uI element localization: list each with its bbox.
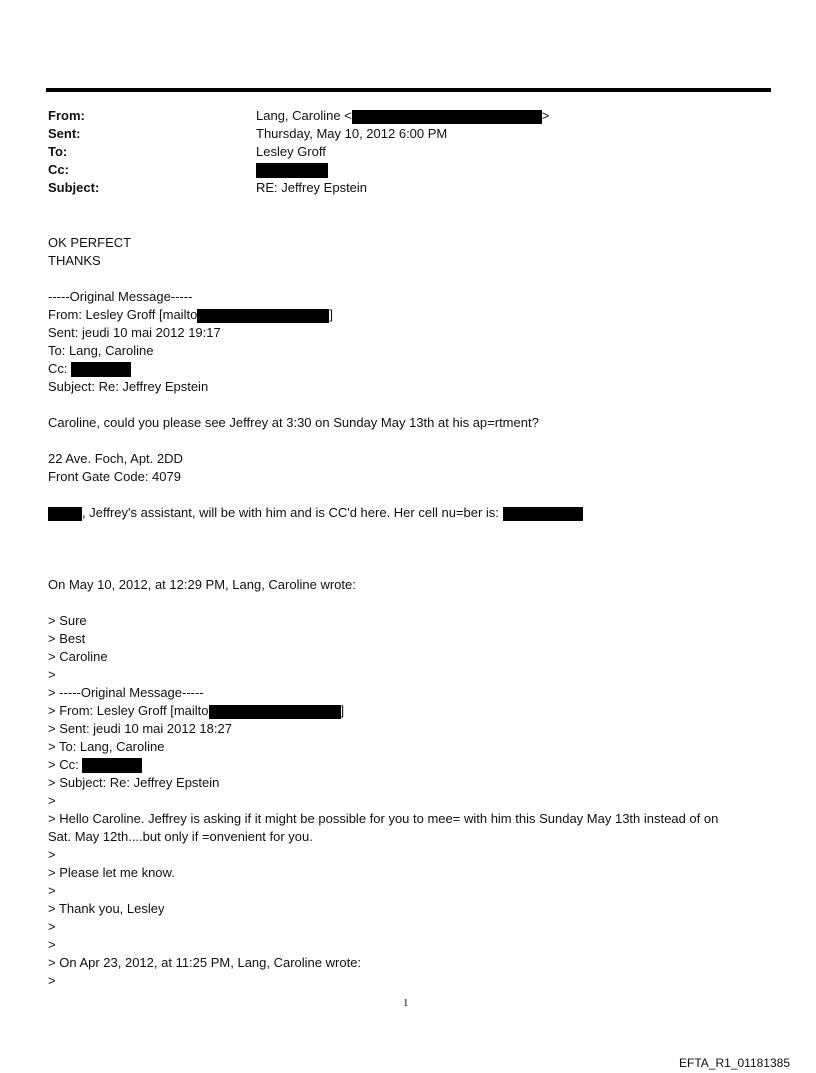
reply-intro-line: On May 10, 2012, at 12:29 PM, Lang, Caroline wrote: <box>48 577 356 592</box>
quoted-line: > Caroline <box>48 649 108 664</box>
quoted-cc-line <box>48 757 142 773</box>
sent-label: Sent: <box>48 126 81 141</box>
quoted-line: > Hello Caroline. Jeffrey is asking if it might be possible for you to mee= with him this Sunday May 13th instead of on <box>48 811 719 826</box>
original-message-marker: -----Original Message----- <box>48 289 193 304</box>
gate-code-line: Front Gate Code: 4079 <box>48 469 181 484</box>
quoted-line: > Please let me know. <box>48 865 175 880</box>
page-number: 1 <box>403 997 409 1009</box>
to-value: Lesley Groff <box>256 144 326 159</box>
quoted-line: > On Apr 23, 2012, at 11:25 PM, Lang, Caroline wrote: <box>48 955 362 970</box>
assistant-line <box>48 505 583 521</box>
quoted-from-text: > From: Lesley Groff [mailto <box>48 703 209 718</box>
from-value <box>256 108 549 124</box>
quoted-line: > Thank you, Lesley <box>48 901 165 916</box>
from-close: > <box>541 108 550 123</box>
cc-label: Cc: <box>48 162 69 177</box>
body-line: OK PERFECT <box>48 235 132 250</box>
body-line: THANKS <box>48 253 101 268</box>
to-label: To: <box>48 144 68 159</box>
document-stamp: EFTA_R1_01181385 <box>679 1056 790 1070</box>
quoted-line: > <box>48 793 56 808</box>
address-line: 22 Ave. Foch, Apt. 2DD <box>48 451 183 466</box>
quoted-line: > -----Original Message----- <box>48 685 204 700</box>
assistant-text: , Jeffrey's assistant, will be with him and is CC'd here. Her cell nu=ber is: <box>82 505 499 520</box>
orig-from-line <box>48 307 333 323</box>
quoted-line: > To: Lang, Caroline <box>48 739 165 754</box>
quoted-line: > <box>48 883 56 898</box>
redaction-box <box>503 507 583 521</box>
subject-value: RE: Jeffrey Epstein <box>256 180 368 195</box>
orig-from-close: ] <box>329 307 333 322</box>
orig-to-line: To: Lang, Caroline <box>48 343 154 358</box>
redaction-box <box>82 758 142 773</box>
redaction-box <box>197 309 329 323</box>
quoted-line: > <box>48 667 56 682</box>
quoted-line: > Best <box>48 631 86 646</box>
quoted-line: > Sure <box>48 613 87 628</box>
from-name: Lang, Caroline < <box>256 108 352 123</box>
quoted-line: > Sent: jeudi 10 mai 2012 18:27 <box>48 721 232 736</box>
quoted-from-close: ] <box>340 703 345 718</box>
orig-subject-line: Subject: Re: Jeffrey Epstein <box>48 379 209 394</box>
cc-value <box>256 162 328 178</box>
redaction-box <box>256 163 328 178</box>
header-rule <box>46 88 771 92</box>
from-label: From: <box>48 108 85 123</box>
redaction-box <box>71 362 131 377</box>
quoted-line: > <box>48 919 56 934</box>
quoted-line: > <box>48 937 56 952</box>
sent-value: Thursday, May 10, 2012 6:00 PM <box>256 126 448 141</box>
redaction-box <box>48 507 82 521</box>
orig-sent-line: Sent: jeudi 10 mai 2012 19:17 <box>48 325 221 340</box>
quoted-cc-label: > Cc: <box>48 757 79 772</box>
quoted-line: > <box>48 847 56 862</box>
quoted-line: > <box>48 973 56 988</box>
quoted-line: Sat. May 12th....but only if =onvenient for you. <box>48 829 313 844</box>
orig-cc-line <box>48 361 131 377</box>
body-line: Caroline, could you please see Jeffrey at 3:30 on Sunday May 13th at his ap=rtment? <box>48 415 539 430</box>
redaction-box <box>209 705 341 719</box>
quoted-line: > Subject: Re: Jeffrey Epstein <box>48 775 220 790</box>
redaction-box <box>352 110 542 124</box>
quoted-from-line <box>48 703 344 719</box>
subject-label: Subject: <box>48 180 100 195</box>
orig-cc-label: Cc: <box>48 361 68 376</box>
orig-from-text: From: Lesley Groff [mailto <box>48 307 198 322</box>
